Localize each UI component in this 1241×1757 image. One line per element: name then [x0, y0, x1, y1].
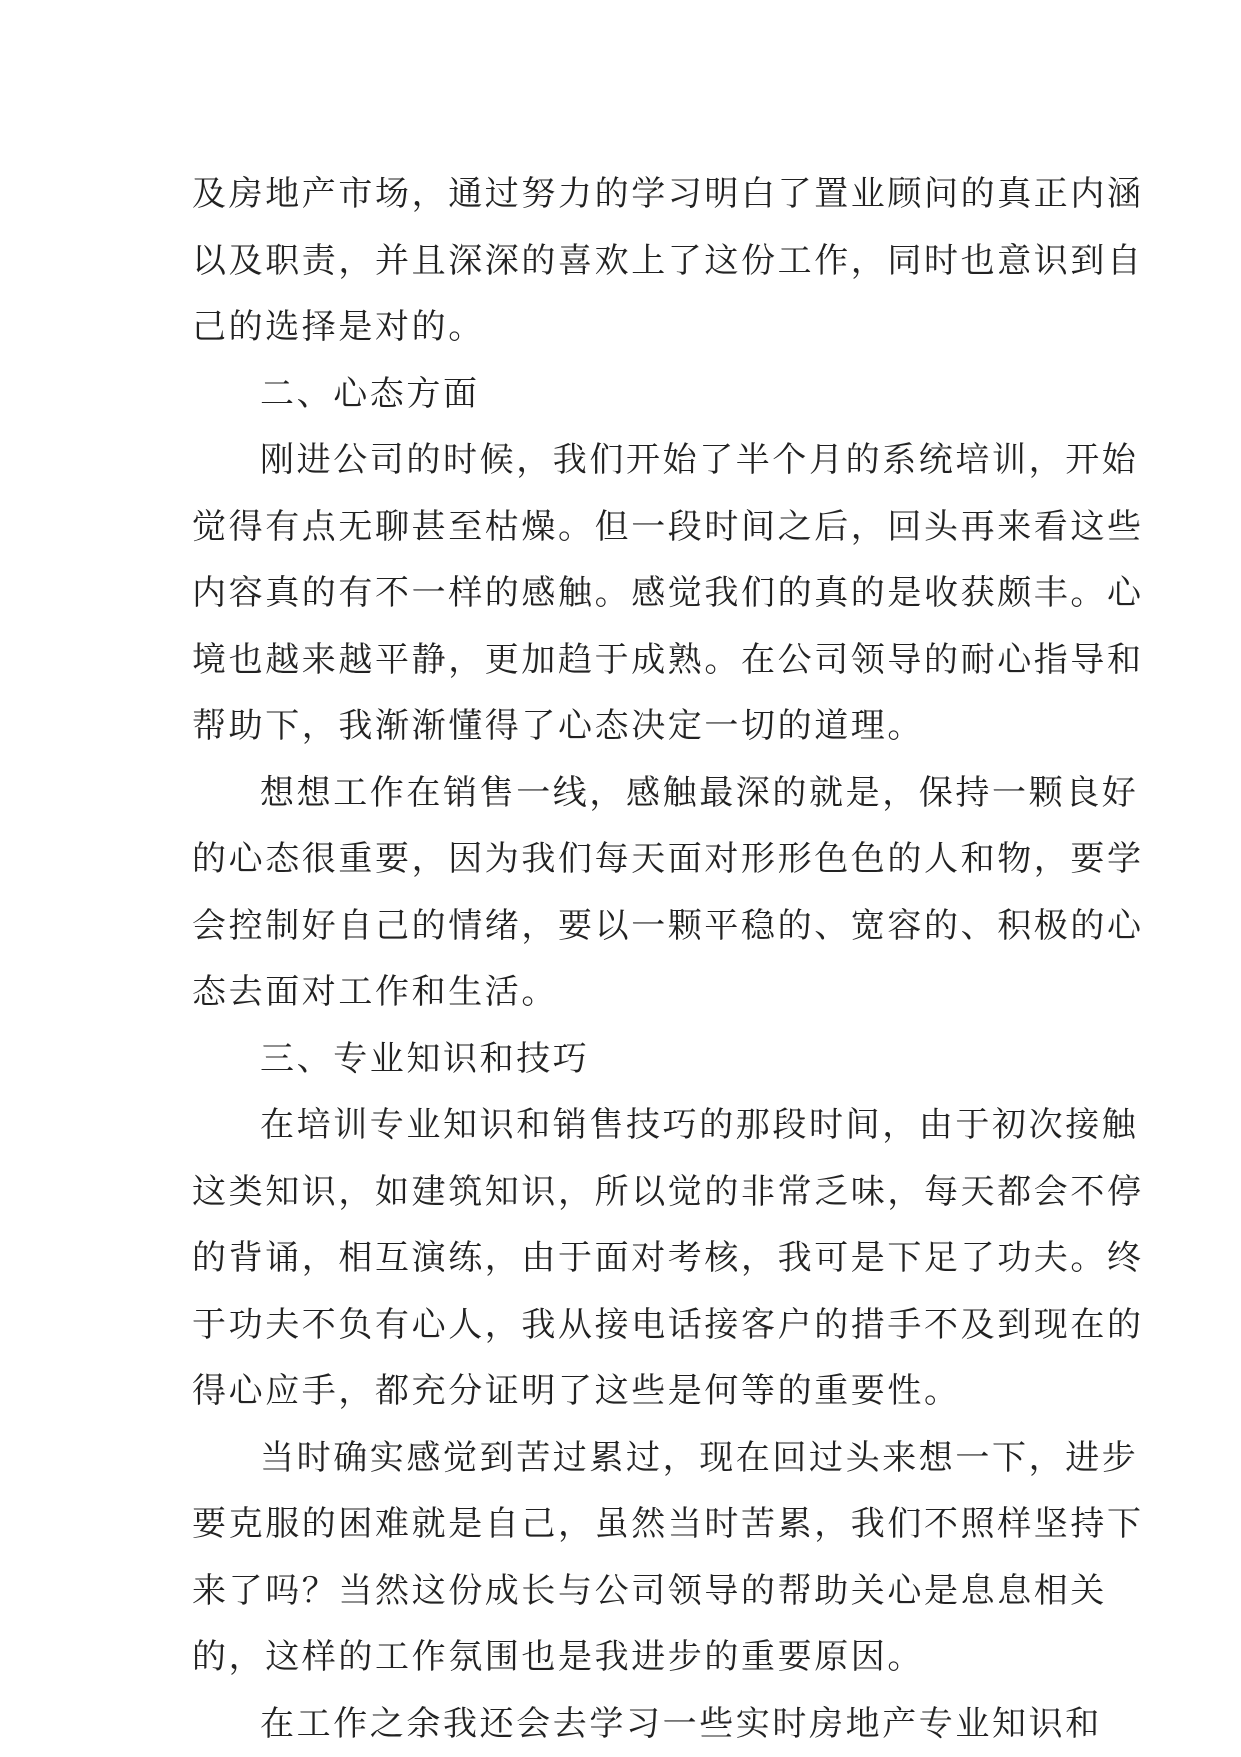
text-line: 觉得有点无聊甚至枯燥。但一段时间之后，回头再来看这些: [192, 494, 1056, 561]
section-heading: 三、专业知识和技巧: [192, 1026, 1056, 1093]
text-line: 的，这样的工作氛围也是我进步的重要原因。: [192, 1624, 1056, 1691]
text-line: 得心应手，都充分证明了这些是何等的重要性。: [192, 1358, 1056, 1425]
text-line: 及房地产市场，通过努力的学习明白了置业顾问的真正内涵: [192, 161, 1056, 228]
text-line: 以及职责，并且深深的喜欢上了这份工作，同时也意识到自: [192, 228, 1056, 295]
text-line: 当时确实感觉到苦过累过，现在回过头来想一下，进步: [192, 1425, 1056, 1492]
text-line: 这类知识，如建筑知识，所以觉的非常乏味，每天都会不停: [192, 1159, 1056, 1226]
section-heading: 二、心态方面: [192, 361, 1056, 428]
text-line: 要克服的困难就是自己，虽然当时苦累，我们不照样坚持下: [192, 1491, 1056, 1558]
text-line: 己的选择是对的。: [192, 294, 1056, 361]
text-line: 态去面对工作和生活。: [192, 959, 1056, 1026]
document-body: [192, 161, 1056, 1757]
text-line: 的心态很重要，因为我们每天面对形形色色的人和物，要学: [192, 826, 1056, 893]
text-line: 在工作之余我还会去学习一些实时房地产专业知识和: [192, 1691, 1056, 1757]
text-line: 想想工作在销售一线，感触最深的就是，保持一颗良好: [192, 760, 1056, 827]
text-line: 刚进公司的时候，我们开始了半个月的系统培训，开始: [192, 427, 1056, 494]
text-line: 的背诵，相互演练，由于面对考核，我可是下足了功夫。终: [192, 1225, 1056, 1292]
text-line: 内容真的有不一样的感触。感觉我们的真的是收获颇丰。心: [192, 560, 1056, 627]
text-line: 境也越来越平静，更加趋于成熟。在公司领导的耐心指导和: [192, 627, 1056, 694]
text-line: 来了吗？当然这份成长与公司领导的帮助关心是息息相关: [192, 1558, 1056, 1625]
text-line: 在培训专业知识和销售技巧的那段时间，由于初次接触: [192, 1092, 1056, 1159]
text-line: 帮助下，我渐渐懂得了心态决定一切的道理。: [192, 693, 1056, 760]
text-line: 于功夫不负有心人，我从接电话接客户的措手不及到现在的: [192, 1292, 1056, 1359]
text-line: 会控制好自己的情绪，要以一颗平稳的、宽容的、积极的心: [192, 893, 1056, 960]
